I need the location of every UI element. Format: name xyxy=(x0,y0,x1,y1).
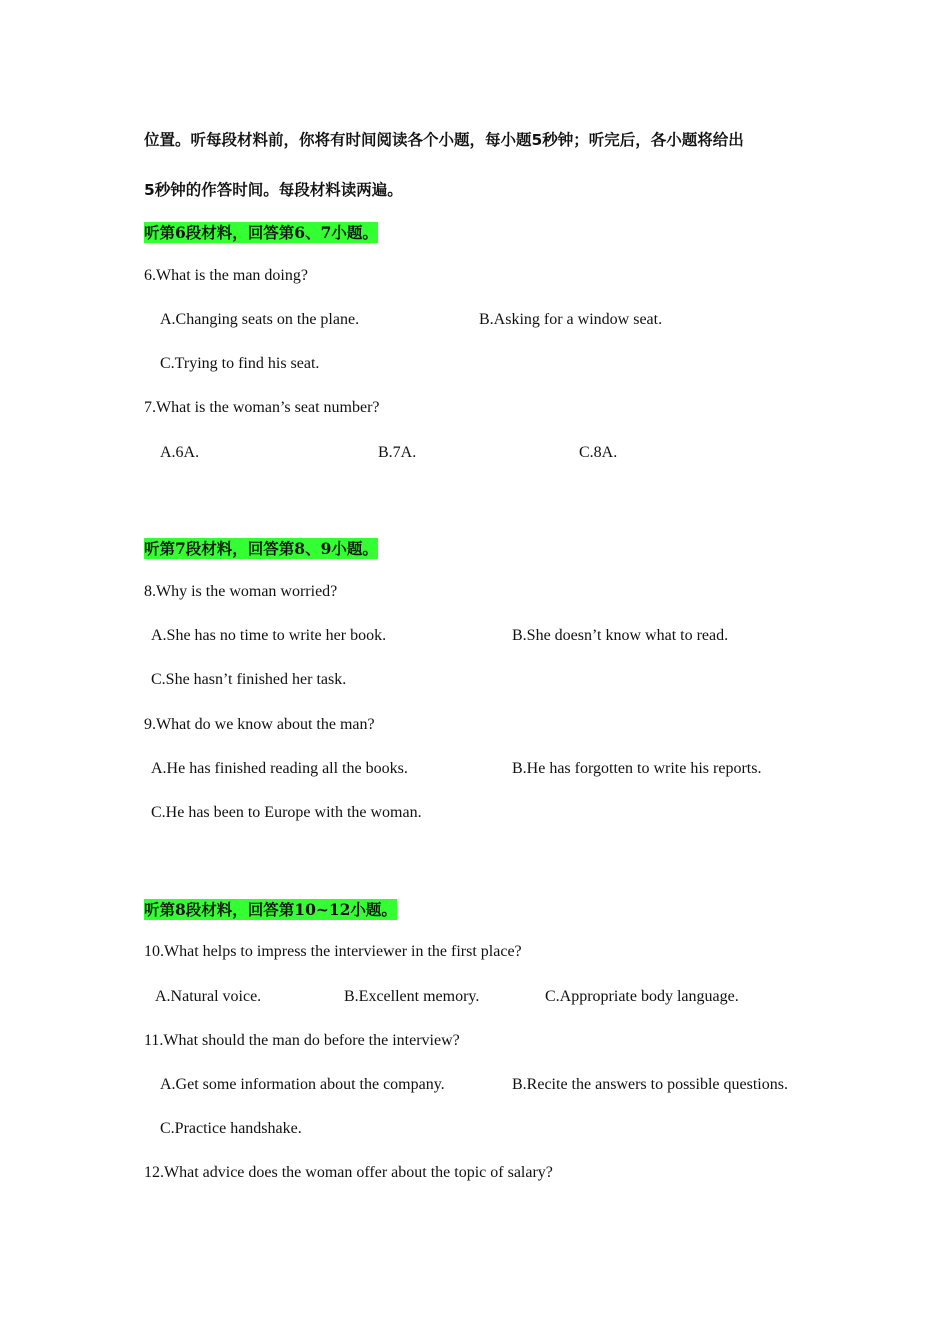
option-6c: C.Trying to find his seat. xyxy=(160,355,320,372)
section-heading-text: 听第7段材料，回答第8、9小题。 xyxy=(144,539,378,558)
option-8c: C.She hasn’t finished her task. xyxy=(151,671,347,688)
option-7b: B.7A. xyxy=(378,444,417,461)
question-9: 9.What do we know about the man? xyxy=(144,716,375,733)
intro-line-1: 位置。听每段材料前，你将有时间阅读各个小题，每小题5秒钟；听完后，各小题将给出 xyxy=(144,131,744,149)
section-heading xyxy=(144,221,378,243)
section-heading-text: 听第6段材料，回答第6、7小题。 xyxy=(144,223,378,242)
option-9c: C.He has been to Europe with the woman. xyxy=(151,804,422,821)
question-12: 12.What advice does the woman offer about the topic of salary? xyxy=(144,1164,553,1181)
option-10a: A.Natural voice. xyxy=(155,988,262,1005)
option-9b: B.He has forgotten to write his reports. xyxy=(512,760,762,777)
question-10: 10.What helps to impress the interviewer in the first place? xyxy=(144,943,522,960)
option-7a: A.6A. xyxy=(160,444,200,461)
question-7: 7.What is the woman’s seat number? xyxy=(144,399,380,416)
option-11c: C.Practice handshake. xyxy=(160,1120,302,1137)
option-10b: B.Excellent memory. xyxy=(344,988,480,1005)
intro-line-2: 5秒钟的作答时间。每段材料读两遍。 xyxy=(144,181,403,199)
option-6a: A.Changing seats on the plane. xyxy=(160,311,360,328)
option-10c: C.Appropriate body language. xyxy=(545,988,739,1005)
question-6: 6.What is the man doing? xyxy=(144,267,308,284)
section-heading xyxy=(144,537,378,559)
option-7c: C.8A. xyxy=(579,444,618,461)
option-6b: B.Asking for a window seat. xyxy=(479,311,663,328)
option-11b: B.Recite the answers to possible questions. xyxy=(512,1076,788,1093)
section-heading xyxy=(144,898,397,920)
option-11a: A.Get some information about the company. xyxy=(160,1076,445,1093)
question-8: 8.Why is the woman worried? xyxy=(144,583,338,600)
section-heading-text: 听第8段材料，回答第10~12小题。 xyxy=(144,900,397,919)
option-9a: A.He has finished reading all the books. xyxy=(151,760,408,777)
option-8b: B.She doesn’t know what to read. xyxy=(512,627,729,644)
option-8a: A.She has no time to write her book. xyxy=(151,627,387,644)
question-11: 11.What should the man do before the interview? xyxy=(144,1032,460,1049)
